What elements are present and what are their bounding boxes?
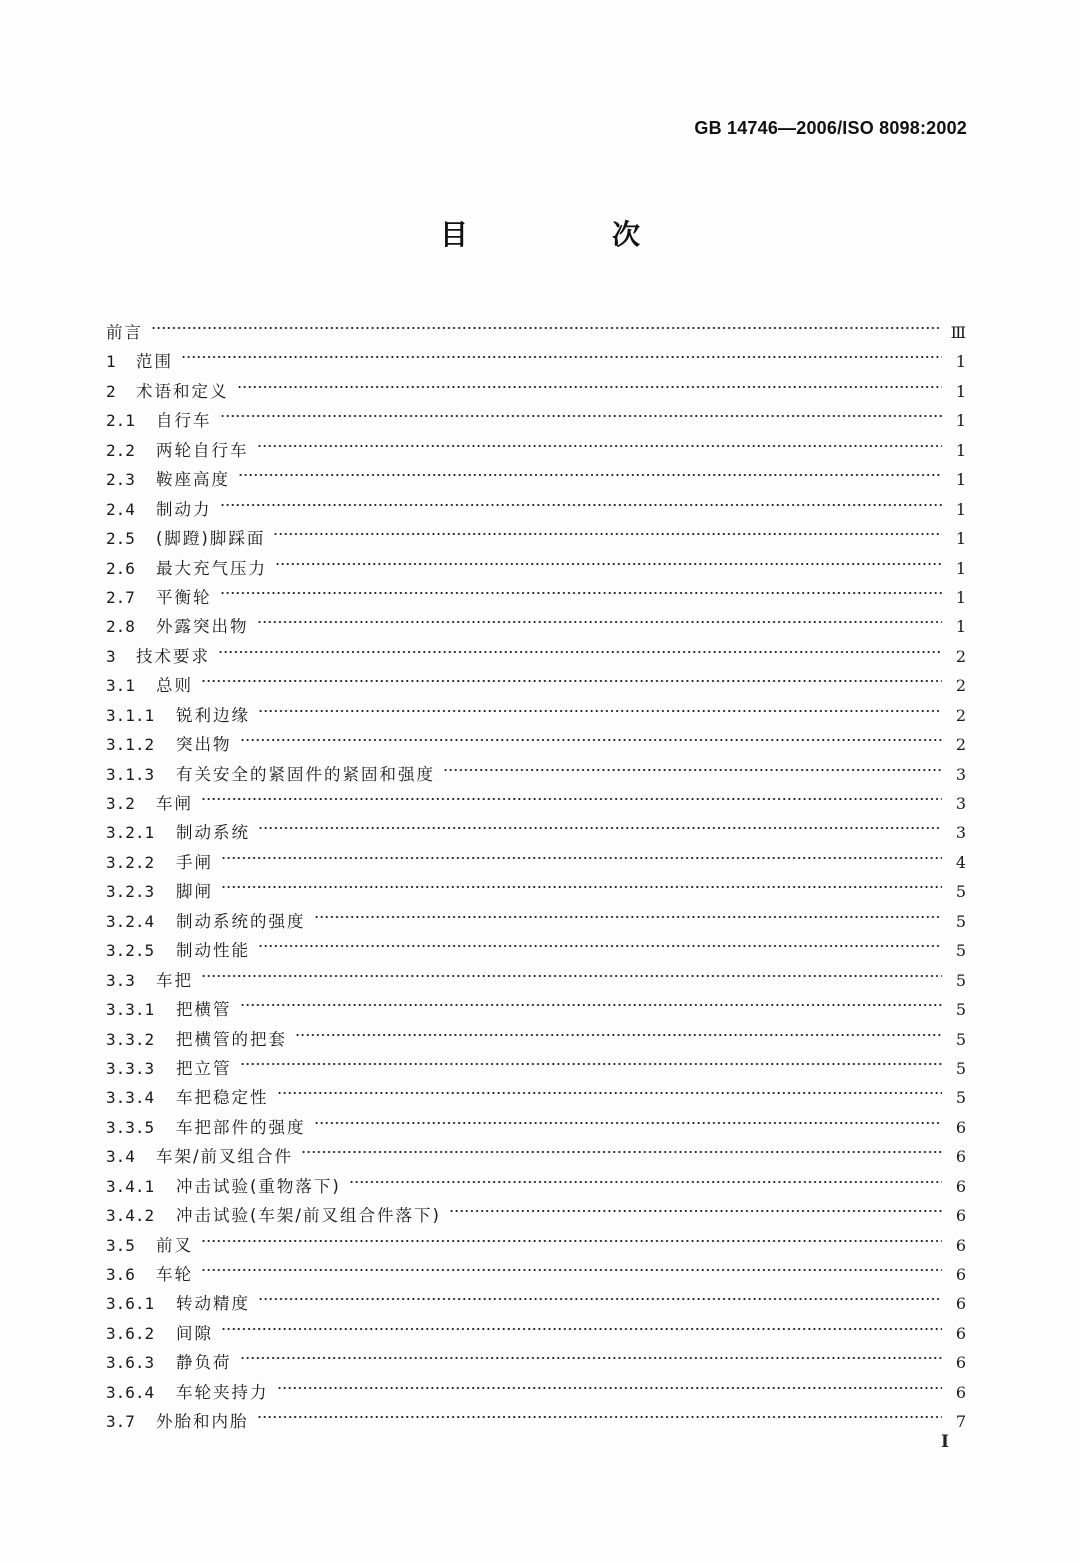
toc-entry-page: 6 bbox=[955, 1117, 966, 1137]
dot-leader bbox=[221, 839, 944, 868]
toc-entry-number: 3.6.2 bbox=[106, 1323, 155, 1343]
toc-entry-label: 车闸 bbox=[156, 794, 193, 813]
toc-entry-number: 3.1.1 bbox=[106, 705, 155, 725]
toc-entry-page: 1 bbox=[955, 411, 966, 431]
toc-entry-page: 1 bbox=[955, 617, 966, 637]
toc-entry-label: 静负荷 bbox=[176, 1353, 232, 1373]
dot-leader bbox=[314, 1104, 945, 1133]
toc-entry-page: Ⅲ bbox=[950, 323, 966, 342]
toc-entry[interactable] bbox=[106, 1251, 966, 1284]
dot-leader bbox=[314, 898, 945, 927]
toc-entry-number: 3.6.4 bbox=[106, 1382, 155, 1402]
dot-leader bbox=[220, 397, 945, 426]
toc-entry-number: 3.2.1 bbox=[106, 823, 155, 843]
dot-leader bbox=[240, 1339, 945, 1368]
toc-entry-page: 6 bbox=[955, 1176, 966, 1196]
toc-entry-number: 3.2.4 bbox=[106, 911, 155, 931]
toc-entry-page: 1 bbox=[955, 470, 966, 490]
toc-entry-number: 2.3 bbox=[106, 470, 135, 490]
toc-entry-label: 前言 bbox=[106, 323, 143, 342]
toc-entry-label: 车把稳定性 bbox=[176, 1088, 269, 1108]
toc-entry[interactable] bbox=[106, 338, 966, 372]
dot-leader bbox=[273, 515, 944, 544]
toc-entry-page: 1 bbox=[955, 440, 966, 460]
toc-entry-page: 3 bbox=[955, 794, 966, 813]
toc-entry-label: 转动精度 bbox=[176, 1294, 250, 1314]
dot-leader bbox=[221, 1310, 944, 1339]
toc-entry-label: 车架/前叉组合件 bbox=[156, 1147, 294, 1167]
toc-entry[interactable] bbox=[106, 780, 966, 813]
toc-entry[interactable] bbox=[106, 309, 966, 342]
toc-entry-page: 6 bbox=[955, 1382, 966, 1402]
toc-entry-page: 5 bbox=[955, 1029, 966, 1049]
toc-entry-number: 3.6.3 bbox=[106, 1353, 155, 1373]
toc-entry-label: 把横管的把套 bbox=[176, 1029, 287, 1049]
toc-entry-number: 2.2 bbox=[106, 440, 135, 460]
toc-entry-page: 2 bbox=[955, 735, 966, 755]
dot-leader bbox=[295, 1016, 944, 1045]
toc-entry-number: 3.3.1 bbox=[106, 1000, 155, 1020]
toc-entry-label: 突出物 bbox=[176, 735, 232, 755]
dot-leader bbox=[151, 309, 944, 338]
toc-entry-label: 制动系统的强度 bbox=[176, 911, 306, 931]
dot-leader bbox=[443, 751, 944, 780]
dot-leader bbox=[221, 868, 944, 897]
dot-leader bbox=[257, 1398, 945, 1427]
dot-leader bbox=[258, 927, 944, 956]
toc-entry-page: 1 bbox=[955, 587, 966, 607]
table-of-contents bbox=[106, 309, 966, 1432]
toc-entry-number: 3.6.1 bbox=[106, 1294, 155, 1314]
toc-entry-label: 两轮自行车 bbox=[156, 440, 249, 460]
toc-entry-number: 3.4 bbox=[106, 1147, 135, 1167]
toc-entry-number: 1 bbox=[106, 352, 116, 372]
toc-entry-label: 技术要求 bbox=[136, 646, 210, 666]
dot-leader bbox=[201, 662, 944, 691]
toc-entry[interactable] bbox=[106, 368, 966, 401]
dot-leader bbox=[201, 780, 944, 809]
toc-entry-page: 1 bbox=[955, 352, 966, 372]
toc-entry-page: 6 bbox=[955, 1323, 966, 1343]
dot-leader bbox=[258, 692, 944, 721]
toc-entry[interactable] bbox=[106, 868, 966, 902]
toc-entry[interactable] bbox=[106, 692, 966, 725]
toc-entry-number: 2 bbox=[106, 381, 116, 401]
toc-entry-label: 脚闸 bbox=[176, 882, 213, 902]
toc-entry-page: 3 bbox=[955, 764, 966, 784]
toc-entry[interactable] bbox=[106, 662, 966, 696]
toc-entry-number: 3.1.3 bbox=[106, 764, 155, 784]
toc-entry-number: 3.2 bbox=[106, 794, 135, 813]
toc-entry[interactable] bbox=[106, 957, 966, 990]
toc-entry-label: 车把 bbox=[156, 970, 193, 990]
toc-entry-number: 3.4.1 bbox=[106, 1176, 155, 1196]
toc-entry[interactable] bbox=[106, 603, 966, 637]
toc-entry[interactable] bbox=[106, 1222, 966, 1255]
dot-leader bbox=[240, 986, 945, 1015]
toc-entry[interactable] bbox=[106, 633, 966, 666]
toc-entry-label: 冲击试验(重物落下) bbox=[176, 1176, 341, 1196]
toc-entry-label: 自行车 bbox=[156, 411, 212, 431]
toc-entry-page: 5 bbox=[955, 941, 966, 961]
toc-entry-label: 范围 bbox=[136, 352, 173, 372]
toc-entry-label: 间隙 bbox=[176, 1323, 213, 1343]
toc-entry-number: 2.8 bbox=[106, 617, 135, 637]
toc-entry-label: 冲击试验(车架/前叉组合件落下) bbox=[176, 1206, 441, 1226]
toc-entry-number: 3.2.2 bbox=[106, 852, 155, 872]
toc-entry-label: 总则 bbox=[156, 676, 193, 696]
toc-entry-page: 5 bbox=[955, 1058, 966, 1078]
toc-entry-number: 3.5 bbox=[106, 1235, 135, 1255]
dot-leader bbox=[449, 1192, 944, 1221]
toc-entry[interactable] bbox=[106, 1310, 966, 1343]
dot-leader bbox=[237, 368, 945, 397]
toc-entry-page: 7 bbox=[955, 1412, 966, 1432]
toc-entry-page: 1 bbox=[955, 529, 966, 549]
toc-entry-page: 2 bbox=[955, 705, 966, 725]
toc-entry-page: 6 bbox=[955, 1206, 966, 1226]
toc-entry-label: 鞍座高度 bbox=[156, 470, 230, 490]
toc-entry-number: 3 bbox=[106, 646, 116, 666]
toc-entry-label: 术语和定义 bbox=[136, 381, 229, 401]
dot-leader bbox=[277, 1369, 945, 1398]
dot-leader bbox=[257, 427, 945, 456]
toc-entry-label: 制动系统 bbox=[176, 823, 250, 843]
dot-leader bbox=[201, 1251, 944, 1280]
toc-entry-number: 3.4.2 bbox=[106, 1206, 155, 1226]
toc-entry-number: 3.2.5 bbox=[106, 941, 155, 961]
dot-leader bbox=[258, 1280, 944, 1309]
toc-entry[interactable] bbox=[106, 1339, 966, 1373]
toc-entry-page: 2 bbox=[955, 646, 966, 666]
toc-entry[interactable] bbox=[106, 898, 966, 931]
toc-entry[interactable] bbox=[106, 809, 966, 843]
toc-entry-number: 3.3.5 bbox=[106, 1117, 155, 1137]
toc-entry-label: (脚蹬)脚踩面 bbox=[156, 529, 266, 549]
toc-entry-number: 2.1 bbox=[106, 411, 135, 431]
dot-leader bbox=[257, 603, 945, 632]
toc-entry[interactable] bbox=[106, 486, 966, 519]
dot-leader bbox=[201, 1222, 944, 1251]
toc-entry-page: 6 bbox=[955, 1294, 966, 1314]
toc-entry-label: 最大充气压力 bbox=[156, 558, 267, 578]
toc-entry-label: 制动性能 bbox=[176, 941, 250, 961]
dot-leader bbox=[301, 1133, 944, 1162]
toc-entry-label: 有关安全的紧固件的紧固和强度 bbox=[176, 764, 435, 784]
dot-leader bbox=[258, 809, 944, 838]
dot-leader bbox=[201, 957, 944, 986]
toc-entry-label: 把横管 bbox=[176, 1000, 232, 1020]
page-title: 目 次 bbox=[439, 218, 698, 251]
toc-entry[interactable] bbox=[106, 574, 966, 607]
toc-entry-page: 5 bbox=[955, 911, 966, 931]
toc-entry-label: 外胎和内胎 bbox=[156, 1412, 249, 1432]
toc-entry-page: 6 bbox=[955, 1147, 966, 1167]
dot-leader bbox=[275, 545, 944, 574]
dot-leader bbox=[349, 1163, 944, 1192]
toc-entry-number: 3.3 bbox=[106, 970, 135, 990]
toc-entry-number: 3.7 bbox=[106, 1412, 135, 1432]
toc-entry-page: 6 bbox=[955, 1265, 966, 1284]
toc-entry-page: 1 bbox=[955, 381, 966, 401]
toc-entry-number: 3.6 bbox=[106, 1265, 135, 1284]
toc-entry-number: 3.3.2 bbox=[106, 1029, 155, 1049]
toc-entry-number: 3.2.3 bbox=[106, 882, 155, 902]
dot-leader bbox=[238, 456, 944, 485]
toc-entry-label: 车把部件的强度 bbox=[176, 1117, 306, 1137]
toc-entry-page: 4 bbox=[955, 852, 966, 872]
dot-leader bbox=[240, 721, 945, 750]
toc-entry-number: 3.1.2 bbox=[106, 735, 155, 755]
toc-entry-label: 制动力 bbox=[156, 499, 212, 519]
toc-entry-page: 6 bbox=[955, 1235, 966, 1255]
toc-entry-number: 3.3.4 bbox=[106, 1088, 155, 1108]
toc-entry[interactable] bbox=[106, 986, 966, 1020]
toc-entry-number: 2.7 bbox=[106, 587, 135, 607]
dot-leader bbox=[218, 633, 944, 662]
toc-entry-number: 2.5 bbox=[106, 529, 135, 549]
page-number: I bbox=[941, 1432, 949, 1452]
dot-leader bbox=[220, 574, 945, 603]
toc-entry-page: 5 bbox=[955, 970, 966, 990]
toc-entry-page: 5 bbox=[955, 1000, 966, 1020]
standard-code-header: GB 14746—2006/ISO 8098:2002 bbox=[694, 118, 967, 138]
toc-entry-label: 外露突出物 bbox=[156, 617, 249, 637]
dot-leader bbox=[277, 1074, 945, 1103]
dot-leader bbox=[220, 486, 945, 515]
toc-entry-number: 2.6 bbox=[106, 558, 135, 578]
toc-entry-label: 锐利边缘 bbox=[176, 705, 250, 725]
dot-leader bbox=[240, 1045, 945, 1074]
toc-entry[interactable] bbox=[106, 515, 966, 549]
toc-entry-page: 6 bbox=[955, 1353, 966, 1373]
toc-entry-label: 平衡轮 bbox=[156, 587, 212, 607]
toc-entry[interactable] bbox=[106, 427, 966, 460]
toc-entry-number: 2.4 bbox=[106, 499, 135, 519]
toc-entry[interactable] bbox=[106, 397, 966, 431]
toc-entry[interactable] bbox=[106, 839, 966, 872]
toc-entry-page: 3 bbox=[955, 823, 966, 843]
toc-entry-page: 2 bbox=[955, 676, 966, 696]
toc-entry-page: 5 bbox=[955, 882, 966, 902]
toc-entry-label: 把立管 bbox=[176, 1058, 232, 1078]
toc-entry-label: 手闸 bbox=[176, 852, 213, 872]
toc-entry[interactable] bbox=[106, 1280, 966, 1314]
toc-entry-page: 1 bbox=[955, 499, 966, 519]
toc-entry-number: 3.3.3 bbox=[106, 1058, 155, 1078]
toc-entry-label: 车轮 bbox=[156, 1265, 193, 1284]
dot-leader bbox=[181, 338, 944, 367]
toc-entry-page: 1 bbox=[955, 558, 966, 578]
toc-entry-number: 3.1 bbox=[106, 676, 135, 696]
toc-entry-label: 前叉 bbox=[156, 1235, 193, 1255]
toc-entry-label: 车轮夹持力 bbox=[176, 1382, 269, 1402]
toc-entry-page: 5 bbox=[955, 1088, 966, 1108]
